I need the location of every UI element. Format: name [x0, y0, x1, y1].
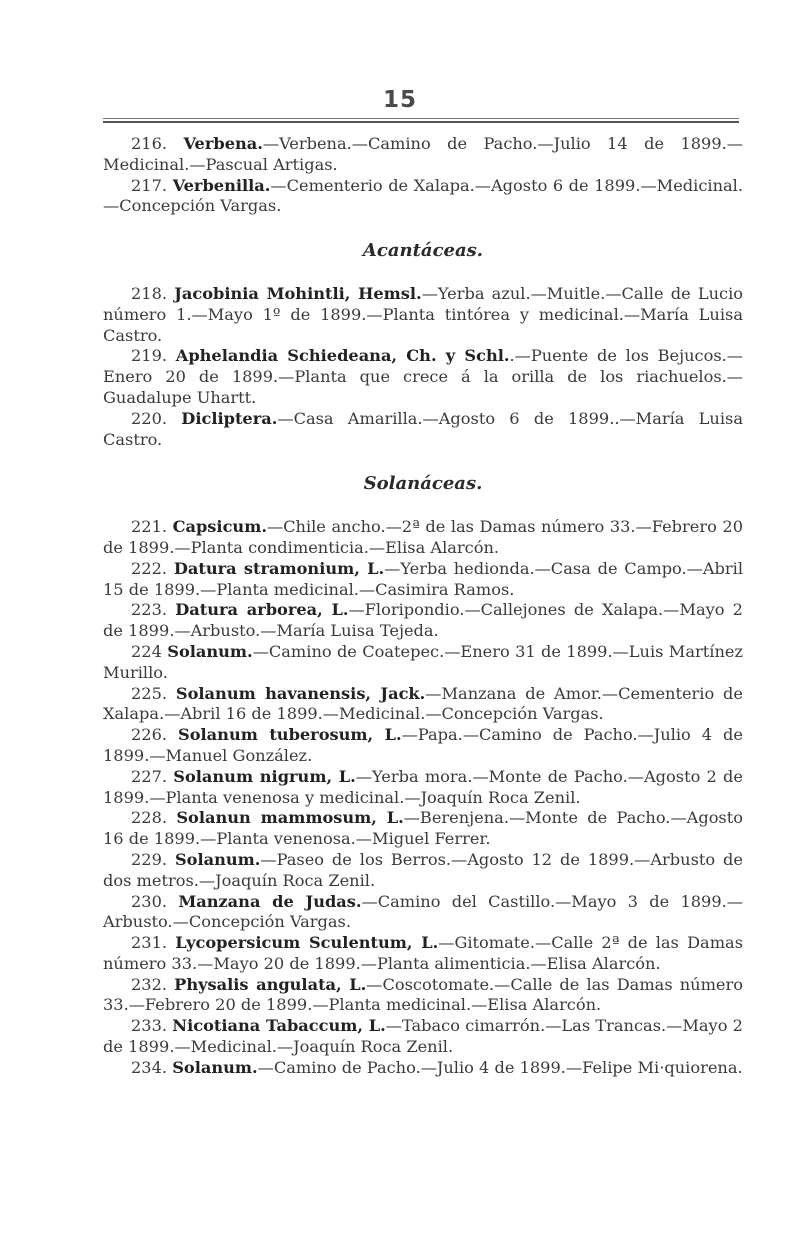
entry-number: 224 — [131, 641, 162, 661]
entry-number: 229. — [131, 849, 168, 869]
specimen-entry — [103, 892, 743, 934]
entry-number: 222. — [131, 558, 168, 578]
entry-description: —Camino de Pacho.—Julio 4 de 1899.—Felipe Mi·quiorena. — [257, 1057, 743, 1077]
species-name: Verbenilla. — [172, 175, 271, 195]
entry-number: 220. — [131, 408, 168, 428]
entry-description: —Verbena.—Camino de Pacho.—Julio 14 de 1899.—Medicinal.—Pascual Artigas. — [103, 134, 743, 174]
species-name: Physalis angulata, L. — [174, 974, 367, 994]
species-name: Dicliptera. — [181, 408, 278, 428]
entry-description: —Coscotomate.—Calle de las Damas número 33.—Febrero 20 de 1899.—Planta medicinal.—Elisa Alarcón. — [103, 974, 743, 1015]
specimen-entry — [103, 134, 743, 176]
specimen-entry — [103, 808, 743, 850]
entry-number: 218. — [131, 283, 168, 303]
document-body — [103, 134, 743, 1079]
entry-description: —Casa Amarilla.—Agosto 6 de 1899..—María Luisa Castro. — [103, 408, 743, 449]
entry-description: —Gitomate.—Calle 2ª de las Damas número 33.—Mayo 20 de 1899.—Planta alimenticia.—Elisa Alarcón. — [103, 933, 744, 973]
specimen-entry — [103, 933, 743, 975]
species-name: Datura arborea, L. — [175, 600, 349, 620]
entry-number: 216. — [131, 134, 168, 153]
specimen-entry — [103, 1058, 743, 1079]
species-name: Verbena. — [183, 134, 263, 153]
section-heading: Solanáceas. — [363, 473, 483, 495]
species-name: Nicotiana Tabaccum, L. — [172, 1016, 386, 1036]
entry-description: —Papa.—Camino de Pacho.—Julio 4 de 1899.—Manuel González. — [103, 725, 743, 765]
species-name: Solanum havanensis, Jack. — [175, 683, 426, 703]
species-name: Solanum. — [174, 849, 261, 869]
species-name: Solanun mammosum, L. — [176, 808, 404, 828]
species-name: Solanum tuberosum, L. — [178, 725, 402, 745]
specimen-entry — [103, 176, 743, 218]
species-name: Datura stramonium, L. — [173, 558, 385, 578]
species-name: Solanum. — [167, 641, 253, 661]
specimen-entry — [103, 517, 743, 559]
entry-number: 217. — [131, 175, 168, 195]
entry-description: —Berenjena.—Monte de Pacho.—Agosto 16 de 1899.—Planta venenosa.—Miguel Ferrer. — [103, 808, 743, 849]
entry-number: 219. — [131, 346, 168, 366]
entry-description: —Paseo de los Berros.—Agosto 12 de 1899.—Arbusto de dos metros.—Joaquín Roca Zenil. — [103, 849, 743, 890]
entry-number: 226. — [131, 725, 168, 745]
entry-description: —Tabaco cimarrón.—Las Trancas.—Mayo 2 de 1899.—Medicinal.—Joaquín Roca Zenil. — [103, 1016, 743, 1057]
species-name: Solanum. — [172, 1057, 258, 1077]
specimen-entry — [103, 975, 743, 1017]
specimen-entry — [103, 284, 743, 346]
entry-description: —Cementerio de Xalapa.—Agosto 6 de 1899.—Medicinal.—Concepción Vargas. — [103, 175, 743, 216]
entry-number: 227. — [131, 766, 168, 786]
entry-number: 223. — [131, 600, 168, 620]
species-name: Manzana de Judas. — [178, 891, 362, 911]
specimen-entry — [103, 559, 743, 601]
species-name: Lycopersicum Sculentum, L. — [175, 933, 439, 953]
entry-description: —Yerba mora.—Monte de Pacho.—Agosto 2 de 1899.—Planta venenosa y medicinal.—Joaquín Roca Zenil. — [103, 766, 743, 807]
entry-number: 225. — [131, 683, 168, 703]
specimen-entry — [103, 850, 743, 892]
entry-description: —Yerba hedionda.—Casa de Campo.—Abril 15 de 1899.—Planta medicinal.—Casimira Ramos. — [103, 558, 743, 599]
entry-number: 221. — [131, 517, 168, 537]
entry-description: —Floripondio.—Callejones de Xalapa.—Mayo 2 de 1899.—Arbusto.—María Luisa Tejeda. — [103, 600, 743, 641]
species-name: Aphelandia Schiedeana, Ch. y Schl. — [175, 346, 510, 366]
entry-number: 228. — [131, 808, 168, 828]
species-name: Solanum nigrum, L. — [173, 766, 356, 786]
specimen-entry — [103, 767, 743, 809]
specimen-entry — [103, 1016, 743, 1058]
entry-number: 230. — [131, 891, 168, 911]
specimen-entry — [103, 346, 743, 408]
specimen-entry — [103, 642, 743, 684]
specimen-entry — [103, 600, 743, 642]
specimen-entry — [103, 684, 743, 726]
entry-description: —Chile ancho.—2ª de las Damas número 33.—Febrero 20 de 1899.—Planta condimenticia.—Elisa Alarcón. — [103, 517, 743, 557]
entry-description: —Camino de Coatepec.—Enero 31 de 1899.—Luis Martínez Murillo. — [103, 641, 743, 682]
specimen-entry — [103, 409, 743, 451]
header-rule — [103, 118, 739, 123]
entry-description: —Manzana de Amor.—Cementerio de Xalapa.—Abril 16 de 1899.—Medicinal.—Concepción Vargas. — [103, 683, 743, 724]
page-number: 15 — [382, 87, 417, 113]
entry-number: 233. — [131, 1016, 168, 1036]
entry-number: 234. — [131, 1057, 168, 1077]
entry-number: 231. — [131, 933, 168, 953]
entry-description: —Camino del Castillo.—Mayo 3 de 1899.—Arbusto.—Concepción Vargas. — [103, 891, 743, 932]
section-heading: Acantáceas. — [362, 240, 484, 262]
specimen-entry — [103, 725, 743, 767]
species-name: Capsicum. — [172, 517, 267, 537]
species-name: Jacobinia Mohintli, Hemsl. — [174, 283, 422, 303]
entry-description: —Yerba azul.—Muitle.—Calle de Lucio número 1.—Mayo 1º de 1899.—Planta tintórea y medicinal.—María Luisa Castro. — [103, 283, 743, 345]
entry-number: 232. — [131, 974, 168, 994]
entry-description: .—Puente de los Bejucos.—Enero 20 de 1899.—Planta que crece á la orilla de los riachuelos.—Guadalupe Uhartt. — [103, 346, 743, 407]
